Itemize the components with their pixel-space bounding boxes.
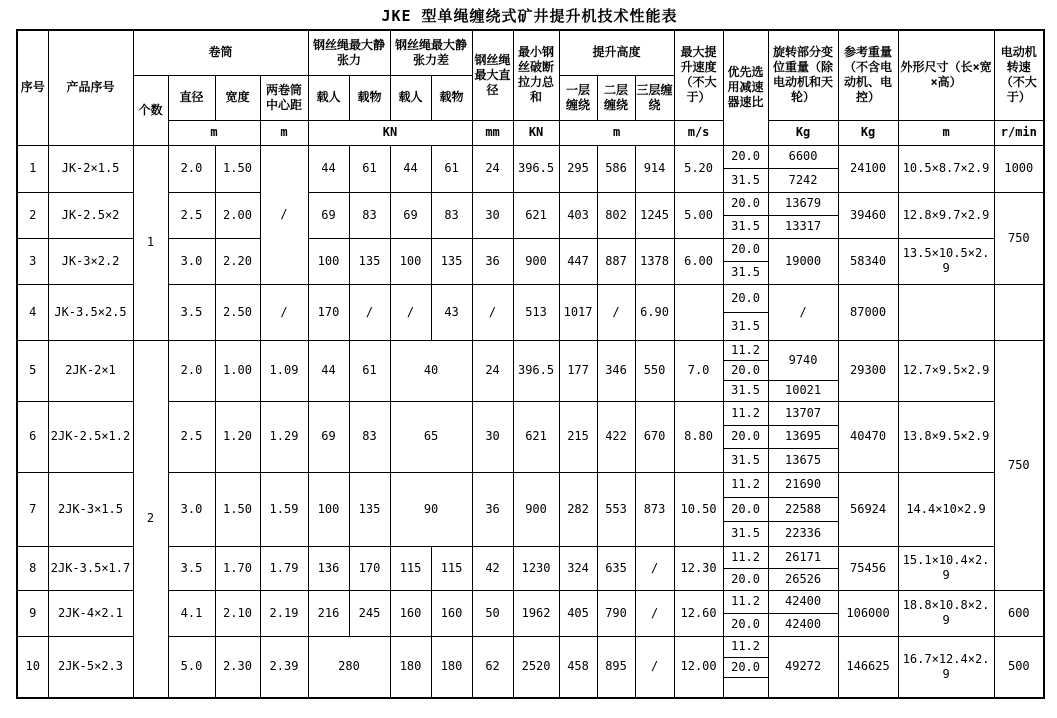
unit-kn: KN <box>513 120 559 145</box>
cell-ratio: 20.0 <box>723 360 768 380</box>
cell-tension-person: 69 <box>308 192 349 238</box>
col-header-dims: 外形尺寸（长×宽×高） <box>898 30 994 120</box>
cell-tension-goods: 135 <box>349 238 390 284</box>
cell-ratio: 20.0 <box>723 613 768 636</box>
cell-ratio: 20.0 <box>723 568 768 590</box>
cell-layer3: 6.90 <box>635 284 674 340</box>
cell-width: 1.00 <box>215 340 260 401</box>
cell-rot-weight: 42400 <box>768 613 838 636</box>
col-header-goods: 载物 <box>431 75 472 120</box>
cell-seq: 7 <box>17 472 48 546</box>
cell-speed: 6.00 <box>674 238 723 284</box>
cell-diff-person: 115 <box>390 546 431 590</box>
cell-center: 1.79 <box>260 546 308 590</box>
cell-rot-weight: 13675 <box>768 448 838 472</box>
cell-speed: 12.30 <box>674 546 723 590</box>
cell-tension-goods: 245 <box>349 590 390 636</box>
cell-breaking: 1962 <box>513 590 559 636</box>
col-header-drum-dia: 直径 <box>168 75 215 120</box>
cell-tension-person: 69 <box>308 401 349 472</box>
cell-seq: 5 <box>17 340 48 401</box>
cell-dia: 2.5 <box>168 192 215 238</box>
cell-dia: 4.1 <box>168 590 215 636</box>
cell-speed: 12.00 <box>674 636 723 698</box>
cell-ratio: 31.5 <box>723 312 768 340</box>
unit-ms: m/s <box>674 120 723 145</box>
cell-layer2: 553 <box>597 472 635 546</box>
cell-ratio: 11.2 <box>723 636 768 657</box>
unit-m: m <box>168 120 260 145</box>
cell-center: 2.39 <box>260 636 308 698</box>
cell-layer3: / <box>635 590 674 636</box>
cell-dims: 12.7×9.5×2.9 <box>898 340 994 401</box>
cell-drum-count: 2 <box>133 340 168 698</box>
cell-motor: 500 <box>994 636 1044 698</box>
col-header-rot-weight: 旋转部分变位重量（除电动机和天轮） <box>768 30 838 120</box>
col-header-tension: 钢丝绳最大静张力 <box>308 30 390 75</box>
cell-tension-goods: / <box>349 284 390 340</box>
cell-rope-dia: 24 <box>472 340 513 401</box>
col-header-ratio: 优先选用减速器速比 <box>723 30 768 145</box>
unit-rmin: r/min <box>994 120 1044 145</box>
cell-layer3: 914 <box>635 145 674 192</box>
unit-kg: Kg <box>768 120 838 145</box>
cell-tension-person: 136 <box>308 546 349 590</box>
cell-dia: 5.0 <box>168 636 215 698</box>
cell-rot-weight: 22336 <box>768 521 838 546</box>
cell-diff-person: 180 <box>390 636 431 698</box>
cell-motor: 1000 <box>994 145 1044 192</box>
cell-diff-merged: 90 <box>390 472 472 546</box>
cell-width: 2.50 <box>215 284 260 340</box>
cell-layer1: 447 <box>559 238 597 284</box>
cell-rot-weight: 13317 <box>768 215 838 238</box>
cell-dims: 13.8×9.5×2.9 <box>898 401 994 472</box>
cell-ref-weight: 24100 <box>838 145 898 192</box>
cell-seq: 1 <box>17 145 48 192</box>
cell-seq: 3 <box>17 238 48 284</box>
cell-drum-count: 1 <box>133 145 168 340</box>
cell-layer2: / <box>597 284 635 340</box>
cell-tension-goods: 83 <box>349 401 390 472</box>
cell-width: 1.50 <box>215 145 260 192</box>
cell-breaking: 2520 <box>513 636 559 698</box>
cell-breaking: 621 <box>513 192 559 238</box>
cell-product: 2JK-2×1 <box>48 340 133 401</box>
cell-rot-weight: / <box>768 284 838 340</box>
cell-dia: 2.0 <box>168 145 215 192</box>
cell-layer2: 586 <box>597 145 635 192</box>
cell-layer2: 887 <box>597 238 635 284</box>
cell-layer2: 790 <box>597 590 635 636</box>
cell-breaking: 900 <box>513 472 559 546</box>
cell-breaking: 1230 <box>513 546 559 590</box>
cell-layer2: 802 <box>597 192 635 238</box>
cell-rot-weight: 13695 <box>768 425 838 448</box>
cell-tension-person: 100 <box>308 238 349 284</box>
cell-speed: 8.80 <box>674 401 723 472</box>
unit-m: m <box>559 120 674 145</box>
cell-speed: 7.0 <box>674 340 723 401</box>
cell-ratio: 20.0 <box>723 657 768 677</box>
cell-dia: 2.0 <box>168 340 215 401</box>
cell-dims: 13.5×10.5×2.9 <box>898 238 994 284</box>
cell-layer3: / <box>635 636 674 698</box>
cell-tension-goods: 135 <box>349 472 390 546</box>
cell-rope-dia: 42 <box>472 546 513 590</box>
cell-rot-weight: 26171 <box>768 546 838 568</box>
cell-rot-weight: 7242 <box>768 168 838 192</box>
cell-breaking: 396.5 <box>513 340 559 401</box>
cell-speed: 10.50 <box>674 472 723 546</box>
cell-layer3: 550 <box>635 340 674 401</box>
cell-diff-goods: 43 <box>431 284 472 340</box>
cell-tension-person: 170 <box>308 284 349 340</box>
col-header-layer1: 一层缠绕 <box>559 75 597 120</box>
cell-ratio: 20.0 <box>723 192 768 215</box>
cell-layer2: 895 <box>597 636 635 698</box>
cell-ref-weight: 56924 <box>838 472 898 546</box>
cell-layer1: 1017 <box>559 284 597 340</box>
page-title: JKE 型单绳缠绕式矿井提升机技术性能表 <box>381 7 678 25</box>
cell-breaking: 513 <box>513 284 559 340</box>
cell-ref-weight: 39460 <box>838 192 898 238</box>
cell-rope-dia: 24 <box>472 145 513 192</box>
cell-ratio: 20.0 <box>723 284 768 312</box>
cell-ref-weight: 75456 <box>838 546 898 590</box>
cell-width: 2.30 <box>215 636 260 698</box>
cell-width: 2.00 <box>215 192 260 238</box>
cell-diff-merged: 65 <box>390 401 472 472</box>
cell-center: 2.19 <box>260 590 308 636</box>
cell-width: 1.20 <box>215 401 260 472</box>
col-header-layer3: 三层缠绕 <box>635 75 674 120</box>
col-header-lift-height: 提升高度 <box>559 30 674 75</box>
cell-dims: 15.1×10.4×2.9 <box>898 546 994 590</box>
col-header-person: 载人 <box>308 75 349 120</box>
cell-diff-person: / <box>390 284 431 340</box>
cell-speed: 5.20 <box>674 145 723 192</box>
cell-product: JK-3.5×2.5 <box>48 284 133 340</box>
cell-dims: 16.7×12.4×2.9 <box>898 636 994 698</box>
col-header-seq: 序号 <box>17 30 48 145</box>
cell-rope-dia: 62 <box>472 636 513 698</box>
cell-rot-weight: 21690 <box>768 472 838 497</box>
cell-ratio: 11.2 <box>723 401 768 425</box>
cell-product: 2JK-5×2.3 <box>48 636 133 698</box>
cell-ratio: 20.0 <box>723 238 768 261</box>
cell-breaking: 900 <box>513 238 559 284</box>
cell-ref-weight: 29300 <box>838 340 898 401</box>
cell-width: 2.20 <box>215 238 260 284</box>
cell-product: 2JK-4×2.1 <box>48 590 133 636</box>
cell-center: 1.09 <box>260 340 308 401</box>
cell-motor: 600 <box>994 590 1044 636</box>
cell-ratio: 20.0 <box>723 425 768 448</box>
col-header-drum-center: 两卷筒中心距 <box>260 75 308 120</box>
cell-speed <box>674 284 723 340</box>
cell-ratio: 11.2 <box>723 590 768 613</box>
cell-speed: 12.60 <box>674 590 723 636</box>
col-header-goods: 载物 <box>349 75 390 120</box>
cell-dims: 14.4×10×2.9 <box>898 472 994 546</box>
cell-layer3: 1378 <box>635 238 674 284</box>
cell-layer3: 873 <box>635 472 674 546</box>
cell-center: 1.59 <box>260 472 308 546</box>
col-header-drum: 卷筒 <box>133 30 308 75</box>
cell-rot-weight: 13679 <box>768 192 838 215</box>
cell-rope-dia: 36 <box>472 472 513 546</box>
cell-ref-weight: 40470 <box>838 401 898 472</box>
col-header-drum-count: 个数 <box>133 75 168 145</box>
cell-dims <box>898 284 994 340</box>
cell-speed: 5.00 <box>674 192 723 238</box>
cell-layer3: 1245 <box>635 192 674 238</box>
cell-layer1: 458 <box>559 636 597 698</box>
cell-ratio: 31.5 <box>723 380 768 401</box>
cell-rot-weight: 26526 <box>768 568 838 590</box>
cell-rot-weight: 6600 <box>768 145 838 168</box>
cell-ratio: 11.2 <box>723 472 768 497</box>
cell-layer3: 670 <box>635 401 674 472</box>
cell-layer1: 282 <box>559 472 597 546</box>
cell-ref-weight: 106000 <box>838 590 898 636</box>
cell-tension-goods: 83 <box>349 192 390 238</box>
cell-seq: 6 <box>17 401 48 472</box>
unit-kg: Kg <box>838 120 898 145</box>
cell-tension-merged: 280 <box>308 636 390 698</box>
cell-product: JK-2.5×2 <box>48 192 133 238</box>
cell-center: / <box>260 284 308 340</box>
cell-rope-dia: 50 <box>472 590 513 636</box>
col-header-ref-weight: 参考重量（不含电动机、电控） <box>838 30 898 120</box>
cell-center: 1.29 <box>260 401 308 472</box>
cell-rot-weight: 13707 <box>768 401 838 425</box>
cell-breaking: 621 <box>513 401 559 472</box>
col-header-layer2: 二层缠绕 <box>597 75 635 120</box>
cell-product: JK-2×1.5 <box>48 145 133 192</box>
cell-layer1: 295 <box>559 145 597 192</box>
cell-diff-goods: 160 <box>431 590 472 636</box>
cell-dims: 10.5×8.7×2.9 <box>898 145 994 192</box>
cell-layer1: 177 <box>559 340 597 401</box>
cell-breaking: 396.5 <box>513 145 559 192</box>
unit-mm: mm <box>472 120 513 145</box>
cell-width: 2.10 <box>215 590 260 636</box>
cell-layer2: 422 <box>597 401 635 472</box>
cell-dia: 2.5 <box>168 401 215 472</box>
cell-ratio: 31.5 <box>723 521 768 546</box>
cell-rot-weight: 19000 <box>768 238 838 284</box>
cell-seq: 10 <box>17 636 48 698</box>
cell-layer1: 403 <box>559 192 597 238</box>
cell-motor <box>994 284 1044 340</box>
cell-ratio: 11.2 <box>723 340 768 360</box>
cell-diff-person: 100 <box>390 238 431 284</box>
cell-tension-person: 44 <box>308 340 349 401</box>
cell-product: 2JK-2.5×1.2 <box>48 401 133 472</box>
cell-layer3: / <box>635 546 674 590</box>
cell-rot-weight: 49272 <box>768 636 838 698</box>
cell-ratio: 31.5 <box>723 215 768 238</box>
cell-diff-person: 44 <box>390 145 431 192</box>
cell-rope-dia: 30 <box>472 401 513 472</box>
cell-diff-goods: 115 <box>431 546 472 590</box>
cell-dia: 3.5 <box>168 546 215 590</box>
cell-product: JK-3×2.2 <box>48 238 133 284</box>
cell-dia: 3.0 <box>168 238 215 284</box>
cell-dims: 12.8×9.7×2.9 <box>898 192 994 238</box>
cell-ratio: 31.5 <box>723 168 768 192</box>
cell-rope-dia: 36 <box>472 238 513 284</box>
cell-ref-weight: 146625 <box>838 636 898 698</box>
col-header-person: 载人 <box>390 75 431 120</box>
cell-ref-weight: 58340 <box>838 238 898 284</box>
cell-rot-weight: 22588 <box>768 497 838 521</box>
unit-m: m <box>260 120 308 145</box>
col-header-tension-diff: 钢丝绳最大静张力差 <box>390 30 472 75</box>
cell-rope-dia: 30 <box>472 192 513 238</box>
cell-seq: 2 <box>17 192 48 238</box>
cell-diff-person: 69 <box>390 192 431 238</box>
col-header-breaking: 最小钢丝破断拉力总和 <box>513 30 559 120</box>
cell-rot-weight: 9740 <box>768 340 838 380</box>
cell-layer1: 324 <box>559 546 597 590</box>
cell-diff-goods: 135 <box>431 238 472 284</box>
cell-motor: 750 <box>994 340 1044 590</box>
cell-ref-weight: 87000 <box>838 284 898 340</box>
cell-seq: 4 <box>17 284 48 340</box>
col-header-product: 产品序号 <box>48 30 133 145</box>
cell-width: 1.70 <box>215 546 260 590</box>
cell-layer1: 215 <box>559 401 597 472</box>
cell-ratio: 20.0 <box>723 145 768 168</box>
cell-layer2: 635 <box>597 546 635 590</box>
cell-layer2: 346 <box>597 340 635 401</box>
cell-ratio <box>723 677 768 698</box>
cell-diff-goods: 83 <box>431 192 472 238</box>
col-header-motor: 电动机转速（不大于） <box>994 30 1044 120</box>
cell-tension-goods: 61 <box>349 145 390 192</box>
cell-tension-goods: 61 <box>349 340 390 401</box>
col-header-speed: 最大提升速度（不大于） <box>674 30 723 120</box>
cell-ratio: 20.0 <box>723 497 768 521</box>
cell-motor: 750 <box>994 192 1044 284</box>
spec-table <box>16 29 1045 699</box>
cell-diff-goods: 61 <box>431 145 472 192</box>
cell-tension-person: 44 <box>308 145 349 192</box>
cell-dia: 3.5 <box>168 284 215 340</box>
col-header-rope-dia: 钢丝绳最大直径 <box>472 30 513 120</box>
cell-tension-person: 216 <box>308 590 349 636</box>
cell-layer1: 405 <box>559 590 597 636</box>
col-header-drum-width: 宽度 <box>215 75 260 120</box>
cell-tension-goods: 170 <box>349 546 390 590</box>
cell-seq: 9 <box>17 590 48 636</box>
unit-kn: KN <box>308 120 472 145</box>
cell-diff-person: 160 <box>390 590 431 636</box>
cell-seq: 8 <box>17 546 48 590</box>
cell-rot-weight: 10021 <box>768 380 838 401</box>
cell-ratio: 11.2 <box>723 546 768 568</box>
cell-ratio: 31.5 <box>723 261 768 284</box>
cell-dia: 3.0 <box>168 472 215 546</box>
cell-rope-dia: / <box>472 284 513 340</box>
cell-width: 1.50 <box>215 472 260 546</box>
cell-ratio: 31.5 <box>723 448 768 472</box>
cell-center: / <box>260 145 308 284</box>
cell-product: 2JK-3.5×1.7 <box>48 546 133 590</box>
cell-tension-person: 100 <box>308 472 349 546</box>
cell-diff-goods: 180 <box>431 636 472 698</box>
cell-dims: 18.8×10.8×2.9 <box>898 590 994 636</box>
unit-m: m <box>898 120 994 145</box>
cell-product: 2JK-3×1.5 <box>48 472 133 546</box>
cell-diff-merged: 40 <box>390 340 472 401</box>
cell-rot-weight: 42400 <box>768 590 838 613</box>
